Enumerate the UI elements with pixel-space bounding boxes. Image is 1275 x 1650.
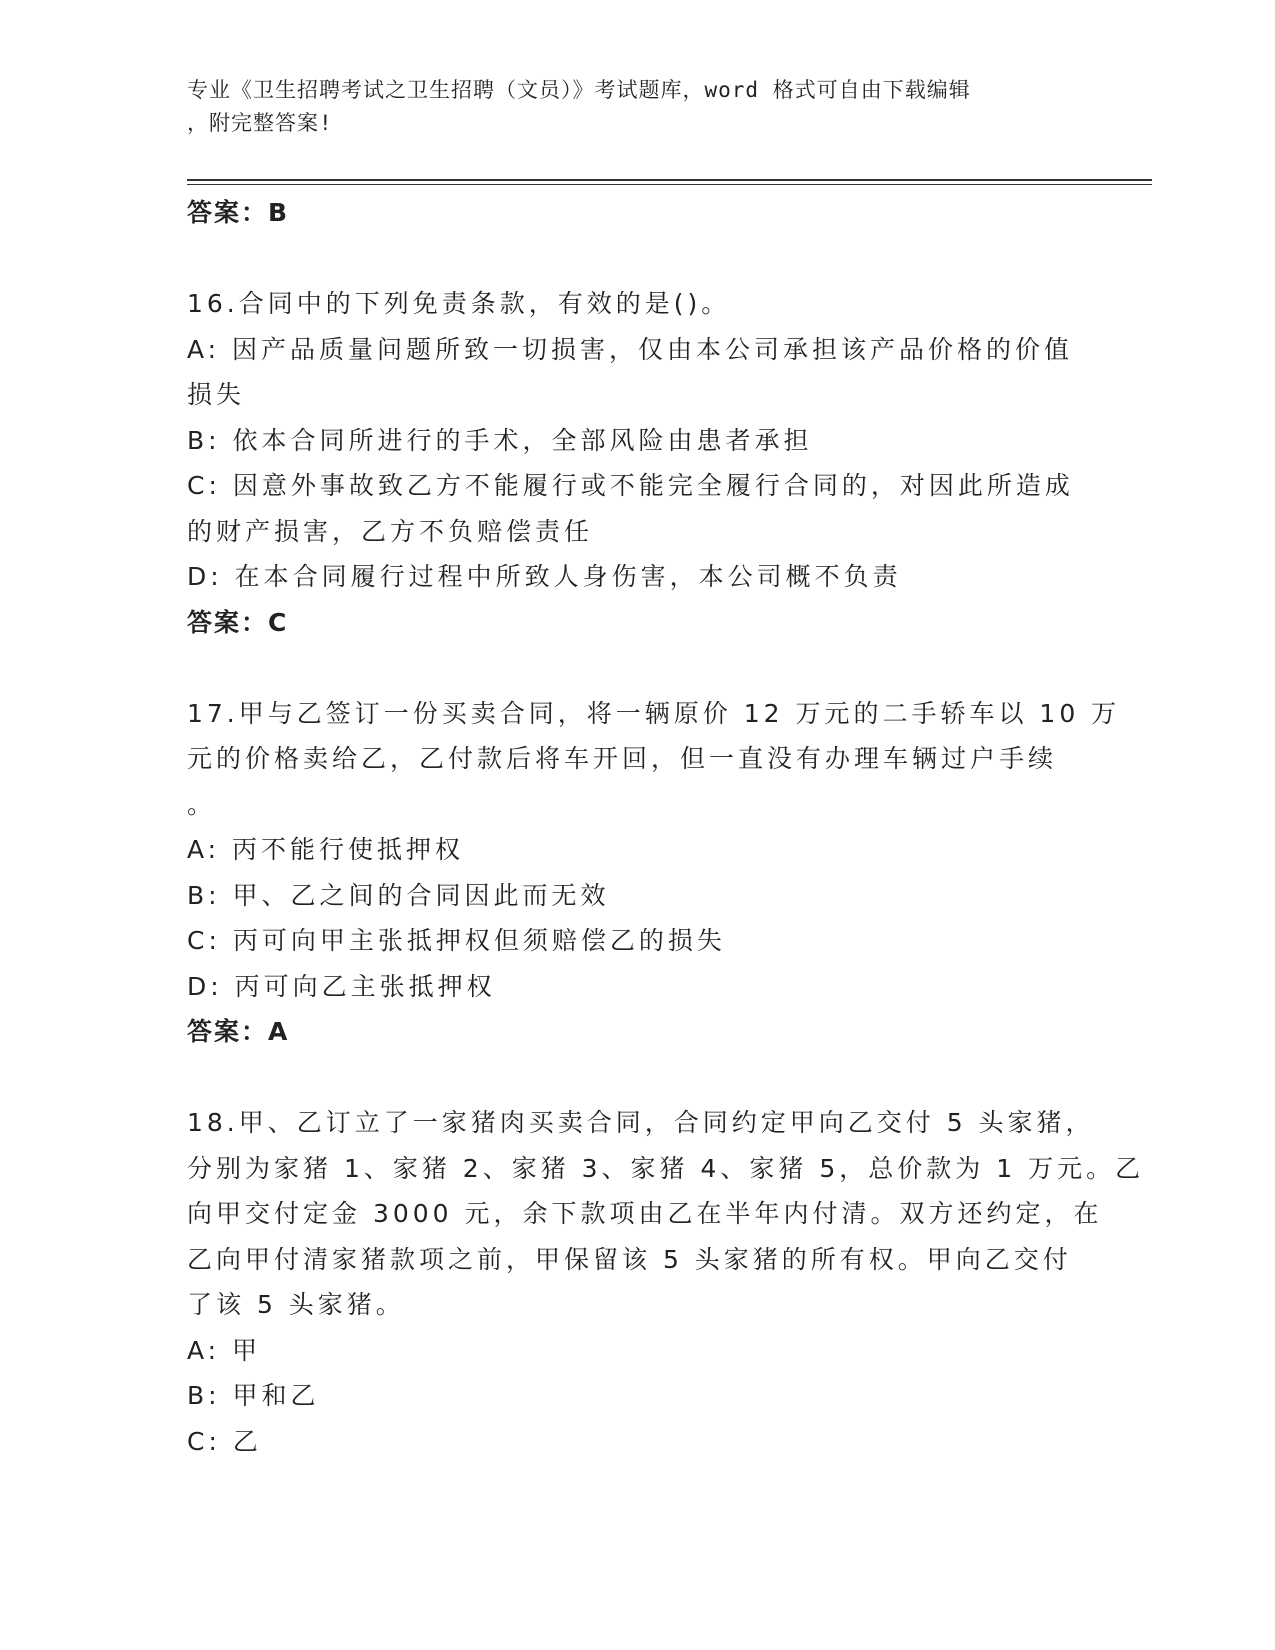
spacer bbox=[187, 645, 1087, 691]
option-a-line: 损失 bbox=[187, 380, 246, 409]
question-stem-line: 18.甲、乙订立了一家猪肉买卖合同，合同约定甲向乙交付 5 头家猪， bbox=[187, 1108, 1095, 1137]
question-stem-line: 向甲交付定金 3000 元，余下款项由乙在半年内付清。双方还约定，在 bbox=[187, 1199, 1103, 1228]
option-d-line: D: 在本合同履行过程中所致人身伤害，本公司概不负责 bbox=[187, 562, 902, 591]
option-d-line: D: 丙可向乙主张抵押权 bbox=[187, 971, 496, 1001]
option-a-line: A: 因产品质量问题所致一切损害，仅由本公司承担该产品价格的价值 bbox=[187, 334, 1074, 364]
question-stem-line: 。 bbox=[187, 789, 217, 819]
question-stem-line: 17.甲与乙签订一份买卖合同，将一辆原价 12 万元的二手轿车以 10 万 bbox=[187, 698, 1121, 728]
answer-line: 答案：C bbox=[187, 607, 289, 637]
spacer bbox=[187, 236, 1087, 282]
question-content bbox=[187, 190, 1145, 1464]
spacer bbox=[187, 1055, 1087, 1101]
option-a-line: A: 甲 bbox=[187, 1335, 262, 1365]
question-18 bbox=[187, 1100, 1145, 1464]
option-c-line: C: 因意外事故致乙方不能履行或不能完全履行合同的，对因此所造成 bbox=[187, 471, 1074, 500]
question-stem-line: 了该 5 头家猪。 bbox=[187, 1290, 405, 1319]
option-b-line: B: 依本合同所进行的手术，全部风险由患者承担 bbox=[187, 425, 813, 455]
option-b-line: B: 甲、乙之间的合同因此而无效 bbox=[187, 880, 610, 910]
question-stem-line: 分别为家猪 1、家猪 2、家猪 3、家猪 4、家猪 5，总价款为 1 万元。乙 bbox=[187, 1153, 1145, 1183]
option-c-line: 的财产损害，乙方不负赔偿责任 bbox=[187, 516, 594, 546]
question-stem-line: 元的价格卖给乙，乙付款后将车开回，但一直没有办理车辆过户手续 bbox=[187, 744, 1058, 773]
option-c-line: C: 丙可向甲主张抵押权但须赔偿乙的损失 bbox=[187, 926, 726, 955]
header-line-2: ，附完整答案! bbox=[187, 111, 333, 135]
answer-line: 答案：B bbox=[187, 198, 290, 227]
header-divider bbox=[187, 179, 1152, 181]
question-stem-line: 乙向甲付清家猪款项之前，甲保留该 5 头家猪的所有权。甲向乙交付 bbox=[187, 1244, 1072, 1274]
page-header bbox=[187, 74, 1067, 140]
option-c-line: C: 乙 bbox=[187, 1426, 262, 1456]
question-16 bbox=[187, 281, 1087, 645]
header-divider-thin bbox=[187, 184, 1152, 185]
option-a-line: A: 丙不能行使抵押权 bbox=[187, 835, 465, 864]
option-b-line: B: 甲和乙 bbox=[187, 1381, 320, 1410]
question-stem-line: 16.合同中的下列免责条款，有效的是()。 bbox=[187, 289, 731, 318]
answer-line: 答案：A bbox=[187, 1017, 290, 1046]
question-17 bbox=[187, 691, 1121, 1055]
header-line-1: 专业《卫生招聘考试之卫生招聘（文员）》考试题库，word 格式可自由下载编辑 bbox=[187, 78, 971, 102]
